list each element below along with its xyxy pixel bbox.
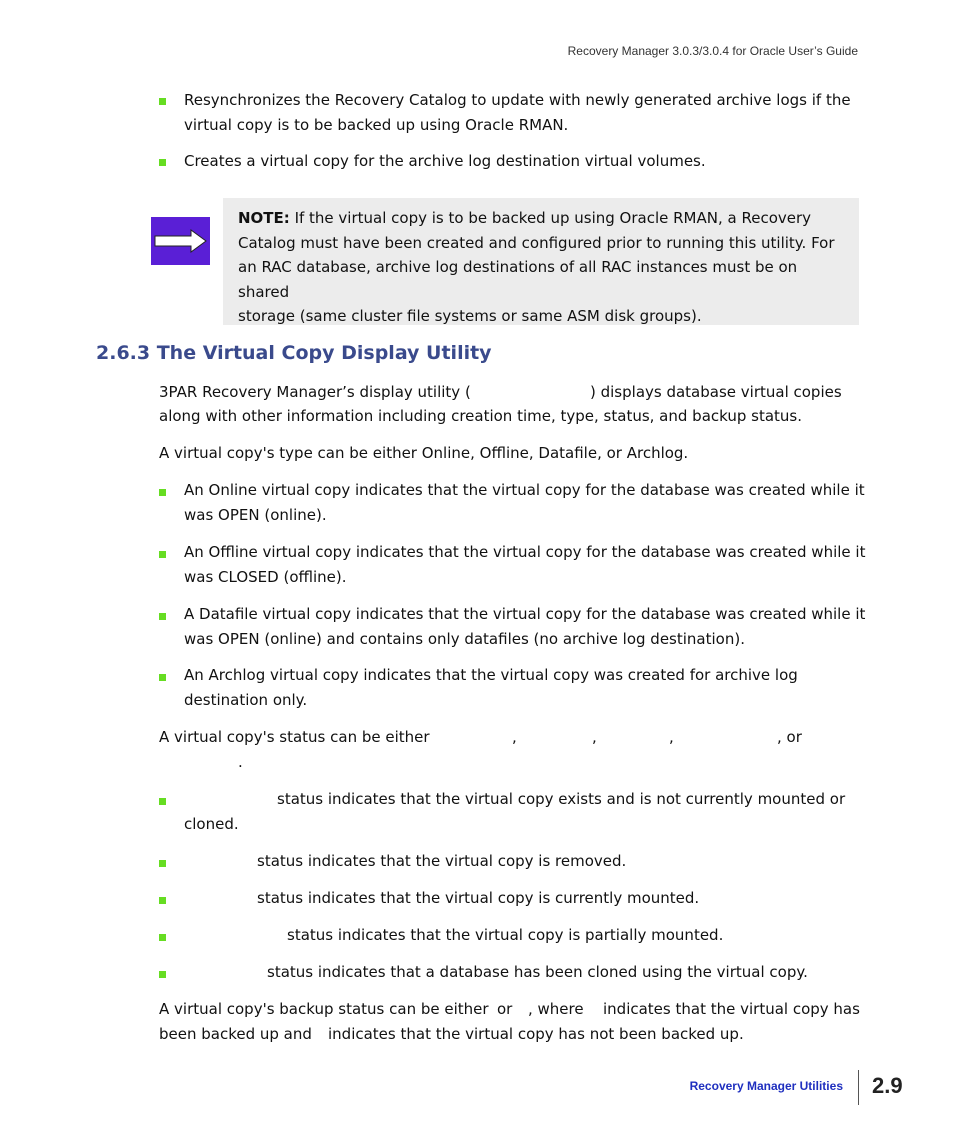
section-title: 2.6.3 The Virtual Copy Display Utility (96, 342, 492, 364)
page-number: 2.9 (872, 1073, 903, 1098)
bullet-icon (159, 613, 166, 620)
list-item: status indicates that the virtual copy is currently mounted. (257, 889, 700, 907)
bullet-icon (159, 860, 166, 867)
paragraph: A virtual copy's type can be either Online, Offline, Datafile, or Archlog. (159, 444, 689, 462)
bullet-icon (159, 674, 166, 681)
note-text: NOTE: If the virtual copy is to be backed up using Oracle RMAN, a Recovery Catalog must have been created and configured prior to running this utility. For an RAC database, archive log destinations of all RAC instances must be on shared storage (same cluster file systems or same ASM disk groups). (238, 209, 835, 325)
paragraph: indicates that the virtual copy has (603, 1000, 860, 1018)
bullet-icon (159, 98, 166, 105)
list-item: An Archlog virtual copy indicates that the virtual copy was created for archive log destination only. (184, 666, 798, 709)
running-header: Recovery Manager 3.0.3/3.0.4 for Oracle User’s Guide (567, 44, 858, 58)
list-item: An Online virtual copy indicates that the virtual copy for the database was created while it was OPEN (online). (184, 481, 865, 524)
list-item: status indicates that the virtual copy exists and is not currently mounted or (277, 790, 846, 808)
arrow-right-icon (151, 217, 210, 265)
separator-text: . (238, 753, 243, 771)
separator-text: , (592, 728, 597, 746)
paragraph: , where (528, 1000, 584, 1018)
paragraph: ) displays database virtual copies (590, 383, 842, 401)
separator-text: , (512, 728, 517, 746)
list-item: Creates a virtual copy for the archive log destination virtual volumes. (184, 152, 706, 170)
list-item: Resynchronizes the Recovery Catalog to update with newly generated archive logs if the virtual copy is to be backed up using Oracle RMAN. (184, 91, 851, 134)
list-item: cloned. (184, 815, 239, 833)
bullet-icon (159, 551, 166, 558)
list-item: status indicates that the virtual copy is partially mounted. (287, 926, 724, 944)
paragraph: A virtual copy's status can be either (159, 728, 430, 746)
separator-text: , (669, 728, 674, 746)
separator-text: , or (777, 728, 802, 746)
paragraph: or (497, 1000, 513, 1018)
list-item: An Offline virtual copy indicates that the virtual copy for the database was created while it was CLOSED (offline). (184, 543, 866, 586)
bullet-icon (159, 489, 166, 496)
list-item: status indicates that a database has been cloned using the virtual copy. (267, 963, 808, 981)
bullet-icon (159, 159, 166, 166)
bullet-icon (159, 971, 166, 978)
paragraph: been backed up and (159, 1025, 312, 1043)
chapter-link[interactable]: Recovery Manager Utilities (689, 1079, 843, 1093)
paragraph: 3PAR Recovery Manager’s display utility ( (159, 383, 471, 401)
paragraph: A virtual copy's backup status can be either (159, 1000, 489, 1018)
bullet-icon (159, 897, 166, 904)
bullet-icon (159, 798, 166, 805)
bullet-icon (159, 934, 166, 941)
footer-divider (858, 1070, 859, 1105)
paragraph: along with other information including creation time, type, status, and backup status. (159, 407, 803, 425)
list-item: A Datafile virtual copy indicates that the virtual copy for the database was created while it was OPEN (online) and contains only datafiles (no archive log destination). (184, 605, 866, 648)
paragraph: indicates that the virtual copy has not been backed up. (328, 1025, 744, 1043)
list-item: status indicates that the virtual copy is removed. (257, 852, 627, 870)
